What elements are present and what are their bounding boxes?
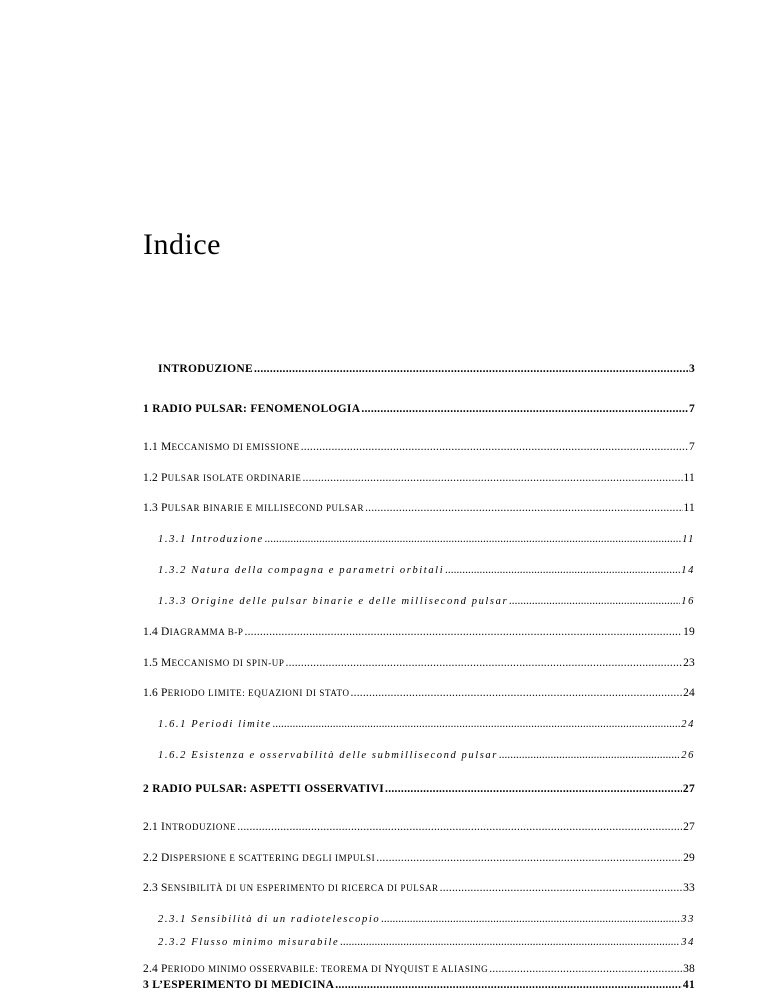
toc-entry-1-3-3[interactable]: [158, 594, 695, 609]
leader-dots: [273, 717, 681, 731]
toc-entry-page: 7: [689, 441, 695, 453]
toc-entry-page: 23: [683, 657, 695, 669]
toc-entry-label: INTRODUZIONE: [158, 363, 253, 375]
toc-entry-label: 2.3 SENSIBILITÀ DI UN ESPERIMENTO DI RICERCA DI PULSAR: [143, 882, 439, 894]
toc-entry-label: 1.6 PERIODO LIMITE: EQUAZIONI DI STATO: [143, 687, 350, 699]
page-title: Indice: [143, 228, 221, 261]
toc-entry-label: 1.3.2 Natura della compagna e parametri orbitali: [158, 565, 445, 576]
toc-entry-label: 1.6.2 Esistenza e osservabilità delle submillisecond pulsar: [158, 750, 498, 761]
leader-dots: [361, 402, 688, 416]
toc-entry-page: 29: [683, 852, 695, 864]
toc-entry-2-3-1[interactable]: [158, 912, 695, 927]
toc-entry-1-6[interactable]: [143, 686, 695, 700]
leader-dots: [245, 625, 683, 639]
toc-entry-label: 2.2 DISPERSIONE E SCATTERING DEGLI IMPULSI: [143, 852, 376, 864]
toc-entry-1-3-1[interactable]: [158, 532, 695, 547]
leader-dots: [265, 532, 681, 546]
leader-dots: [440, 881, 682, 895]
leader-dots: [381, 912, 680, 926]
toc-entry-page: 11: [683, 502, 695, 514]
toc-entry-label: 2.3.2 Flusso minimo misurabile: [158, 937, 340, 948]
toc-entry-1-4[interactable]: [143, 625, 695, 639]
toc-entry-label: 1.6.1 Periodi limite: [158, 719, 272, 730]
toc-entry-page: 11: [683, 472, 695, 484]
toc-entry-1-3[interactable]: [143, 501, 695, 515]
leader-dots: [385, 782, 682, 796]
leader-dots: [340, 935, 680, 949]
leader-dots: [499, 748, 680, 762]
toc-entry-page: 41: [682, 979, 695, 991]
toc-entry-label: 1.3.1 Introduzione: [158, 534, 264, 545]
toc-entry-2-1[interactable]: [143, 820, 695, 834]
toc-entry-page: 38: [683, 963, 695, 975]
toc-entry-2-3-2[interactable]: [158, 935, 695, 950]
toc-entry-2-4[interactable]: [143, 962, 695, 976]
toc-entry-1-5[interactable]: [143, 656, 695, 670]
leader-dots: [335, 978, 682, 992]
toc-entry-page: 14: [681, 565, 695, 576]
toc-entry-chapter-2[interactable]: [143, 782, 695, 796]
toc-entry-label: 2.1 INTRODUZIONE: [143, 821, 237, 833]
toc-entry-page: 16: [681, 596, 695, 607]
toc-entry-page: 33: [683, 882, 695, 894]
toc-entry-label: 1.5 MECCANISMO DI SPIN-UP: [143, 657, 285, 669]
toc-entry-label: 2.4 PERIODO MINIMO OSSERVABILE: TEOREMA DI NYQUIST E ALIASING: [143, 963, 489, 975]
toc-entry-chapter-1[interactable]: [143, 402, 695, 416]
leader-dots: [351, 686, 683, 700]
toc-entry-page: 7: [688, 403, 695, 415]
toc-entry-1-2[interactable]: [143, 471, 695, 485]
toc-entry-2-2[interactable]: [143, 851, 695, 865]
leader-dots: [509, 594, 680, 608]
toc-entry-page: 3: [688, 363, 695, 375]
leader-dots: [254, 362, 688, 376]
toc-entry-page: 19: [683, 626, 695, 638]
toc-entry-page: 24: [683, 687, 695, 699]
leader-dots: [489, 962, 682, 976]
toc-entry-label: 1.4 DIAGRAMMA B-P: [143, 626, 244, 638]
toc-entry-chapter-3[interactable]: [143, 978, 695, 992]
toc-entry-2-3[interactable]: [143, 881, 695, 895]
toc-entry-1-6-2[interactable]: [158, 748, 695, 763]
toc-entry-page: 27: [683, 821, 695, 833]
toc-entry-label: 1.3.3 Origine delle pulsar binarie e delle millisecond pulsar: [158, 596, 509, 607]
toc-entry-label: 1.1 MECCANISMO DI EMISSIONE: [143, 441, 300, 453]
toc-entry-page: 24: [681, 719, 695, 730]
leader-dots: [237, 820, 682, 834]
toc-entry-label: 1.3 PULSAR BINARIE E MILLISECOND PULSAR: [143, 502, 365, 514]
toc-entry-page: 34: [681, 937, 695, 948]
toc-entry-page: 26: [681, 750, 695, 761]
toc-entry-1-6-1[interactable]: [158, 717, 695, 732]
toc-entry-1-1[interactable]: [143, 440, 695, 454]
toc-entry-label: 1 RADIO PULSAR: FENOMENOLOGIA: [143, 403, 361, 415]
toc-entry-page: 11: [682, 534, 695, 545]
leader-dots: [286, 656, 683, 670]
toc-entry-label: 3 L’ESPERIMENTO DI MEDICINA: [143, 979, 335, 991]
leader-dots: [376, 851, 682, 865]
toc-entry-label: 1.2 PULSAR ISOLATE ORDINARIE: [143, 472, 302, 484]
leader-dots: [365, 501, 682, 515]
toc-entry-page: 33: [681, 914, 695, 925]
toc-entry-label: 2 RADIO PULSAR: ASPETTI OSSERVATIVI: [143, 783, 385, 795]
toc-entry-introduzione[interactable]: [158, 362, 695, 376]
leader-dots: [445, 563, 680, 577]
toc-entry-1-3-2[interactable]: [158, 563, 695, 578]
leader-dots: [301, 440, 688, 454]
toc-entry-label: 2.3.1 Sensibilità di un radiotelescopio: [158, 914, 381, 925]
leader-dots: [302, 471, 682, 485]
toc-entry-page: 27: [682, 783, 695, 795]
